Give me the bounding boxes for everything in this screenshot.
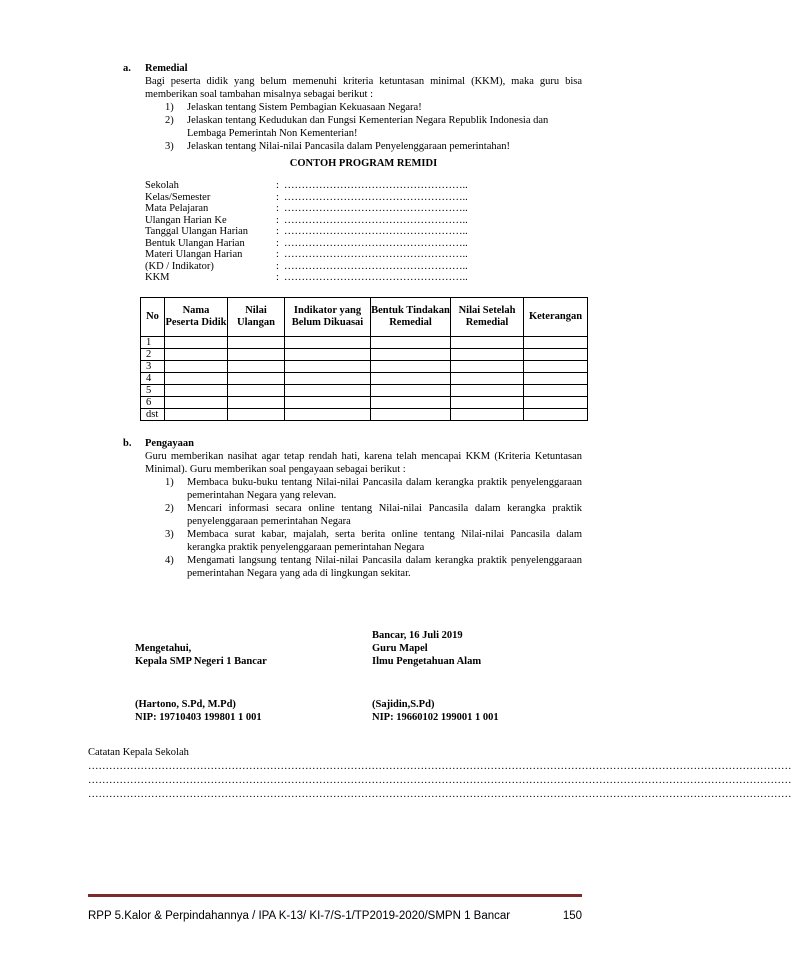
col-header-no: No xyxy=(141,298,165,337)
program-title: CONTOH PROGRAM REMIDI xyxy=(289,158,438,169)
table-row: 3 xyxy=(141,361,588,373)
remedial-letter: a. xyxy=(123,63,131,74)
table-row: 5 xyxy=(141,385,588,397)
sig-right-name: (Sajidin,S.Pd) xyxy=(372,699,435,710)
remedial-list xyxy=(165,101,550,153)
place-date: Bancar, 16 Juli 2019 xyxy=(372,630,463,641)
remedial-intro: Bagi peserta didik yang belum memenuhi kriteria ketuntasan minimal (KKM), maka guru bisa memberikan soal tambahan misalnya sebagai berikut : xyxy=(145,76,582,100)
sig-left-line2: Kepala SMP Negeri 1 Bancar xyxy=(135,656,267,667)
sig-left-name: (Hartono, S.Pd, M.Pd) xyxy=(135,699,236,710)
list-item: 1) Jelaskan tentang Sistem Pembagian Kekuasaan Negara! xyxy=(165,102,422,113)
remedi-table xyxy=(140,297,588,421)
catatan-line: ………………………………………………………………………………………………………………………………………………………………………………… xyxy=(88,789,792,800)
footer-rule xyxy=(88,894,582,897)
form-row: Tanggal Ulangan Harian : …………………………………………….. xyxy=(145,226,468,237)
page-footer xyxy=(88,910,582,923)
footer-title: RPP 5.Kalor & Perpindahannya / IPA K-13/ KI-7/S-1/TP2019-2020/SMPN 1 Bancar xyxy=(88,910,511,922)
catatan-label: Catatan Kepala Sekolah xyxy=(88,747,189,758)
form-row: Mata Pelajaran : …………………………………………….. xyxy=(145,203,468,214)
col-header-indikator: Indikator yang Belum Dikuasai xyxy=(285,298,371,337)
col-header-nama: Nama Peserta Didik xyxy=(165,298,228,337)
pengayaan-list xyxy=(165,476,582,580)
form-row: Materi Ulangan Harian : …………………………………………….. xyxy=(145,249,468,260)
form-row: (KD / Indikator) : …………………………………………….. xyxy=(145,260,468,272)
table-row: 2 xyxy=(141,349,588,361)
col-header-keterangan: Keterangan xyxy=(524,298,588,337)
catatan-line: ………………………………………………………………………………………………………………………………………………………………………………… xyxy=(88,775,792,786)
sig-right-nip: NIP: 19660102 199001 1 001 xyxy=(372,712,499,723)
remedi-form xyxy=(145,180,582,284)
table-row: 4 xyxy=(141,373,588,385)
list-item: 3) Jelaskan tentang Nilai-nilai Pancasila dalam Penyelenggaraan pemerintahan! xyxy=(165,141,511,152)
form-row: Bentuk Ulangan Harian : …………………………………………….. xyxy=(145,237,468,249)
list-item: 4) Mengamati langsung tentang Nilai-nilai Pancasila dalam kerangka praktik penyelenggaraan pemerintahan Negara yang ada di lingkungan sekitar. xyxy=(165,555,582,579)
col-header-tindakan: Bentuk Tindakan Remedial xyxy=(371,298,451,337)
form-row: Ulangan Harian Ke : …………………………………………….. xyxy=(145,214,468,226)
table-header-row xyxy=(141,298,588,337)
table-row: 6 xyxy=(141,397,588,409)
form-row: KKM : …………………………………………….. xyxy=(145,272,468,283)
page-number: 150 xyxy=(562,910,582,922)
pengayaan-heading: Pengayaan xyxy=(145,438,195,449)
form-row: Sekolah : …………………………………………….. xyxy=(145,180,468,191)
sig-right-line2: Ilmu Pengetahuan Alam xyxy=(372,656,482,667)
remedial-heading: Remedial xyxy=(145,63,188,74)
sig-right-line1: Guru Mapel xyxy=(372,643,428,654)
sig-left-line1: Mengetahui, xyxy=(135,643,192,654)
pengayaan-letter: b. xyxy=(123,438,132,449)
form-row: Kelas/Semester : …………………………………………….. xyxy=(145,191,468,203)
catatan-line: ………………………………………………………………………………………………………………………………………………………………………………… xyxy=(88,761,792,772)
list-item: 1) Membaca buku-buku tentang Nilai-nilai Pancasila dalam kerangka praktik penyelenggaraan pemerintahan Negara yang relevan. xyxy=(165,477,582,501)
sig-left-nip: NIP: 19710403 199801 1 001 xyxy=(135,712,262,723)
table-row: 1 xyxy=(141,337,588,349)
table-row: dst xyxy=(141,409,588,421)
list-item: 2) Mencari informasi secara online tentang Nilai-nilai Pancasila dalam kerangka praktik penyelenggaraan pemerintahan Negara xyxy=(165,503,582,527)
pengayaan-intro: Guru memberikan nasihat agar tetap rendah hati, karena telah mencapai KKM (Kriteria Ketuntasan Minimal). Guru memberikan soal pengayaan sebagai berikut : xyxy=(145,451,582,475)
list-item: 2) Jelaskan tentang Kedudukan dan Fungsi Kementerian Negara Republik Indonesia dan Lembaga Pemerintah Non Kementerian! xyxy=(165,115,549,139)
col-header-nilai-setelah: Nilai Setelah Remedial xyxy=(451,298,524,337)
list-item: 3) Membaca surat kabar, majalah, serta berita online tentang Nilai-nilai Pancasila dalam kerangka praktik penyelenggaraan pemerintahan Negara xyxy=(165,529,582,553)
col-header-nilai: Nilai Ulangan xyxy=(228,298,285,337)
